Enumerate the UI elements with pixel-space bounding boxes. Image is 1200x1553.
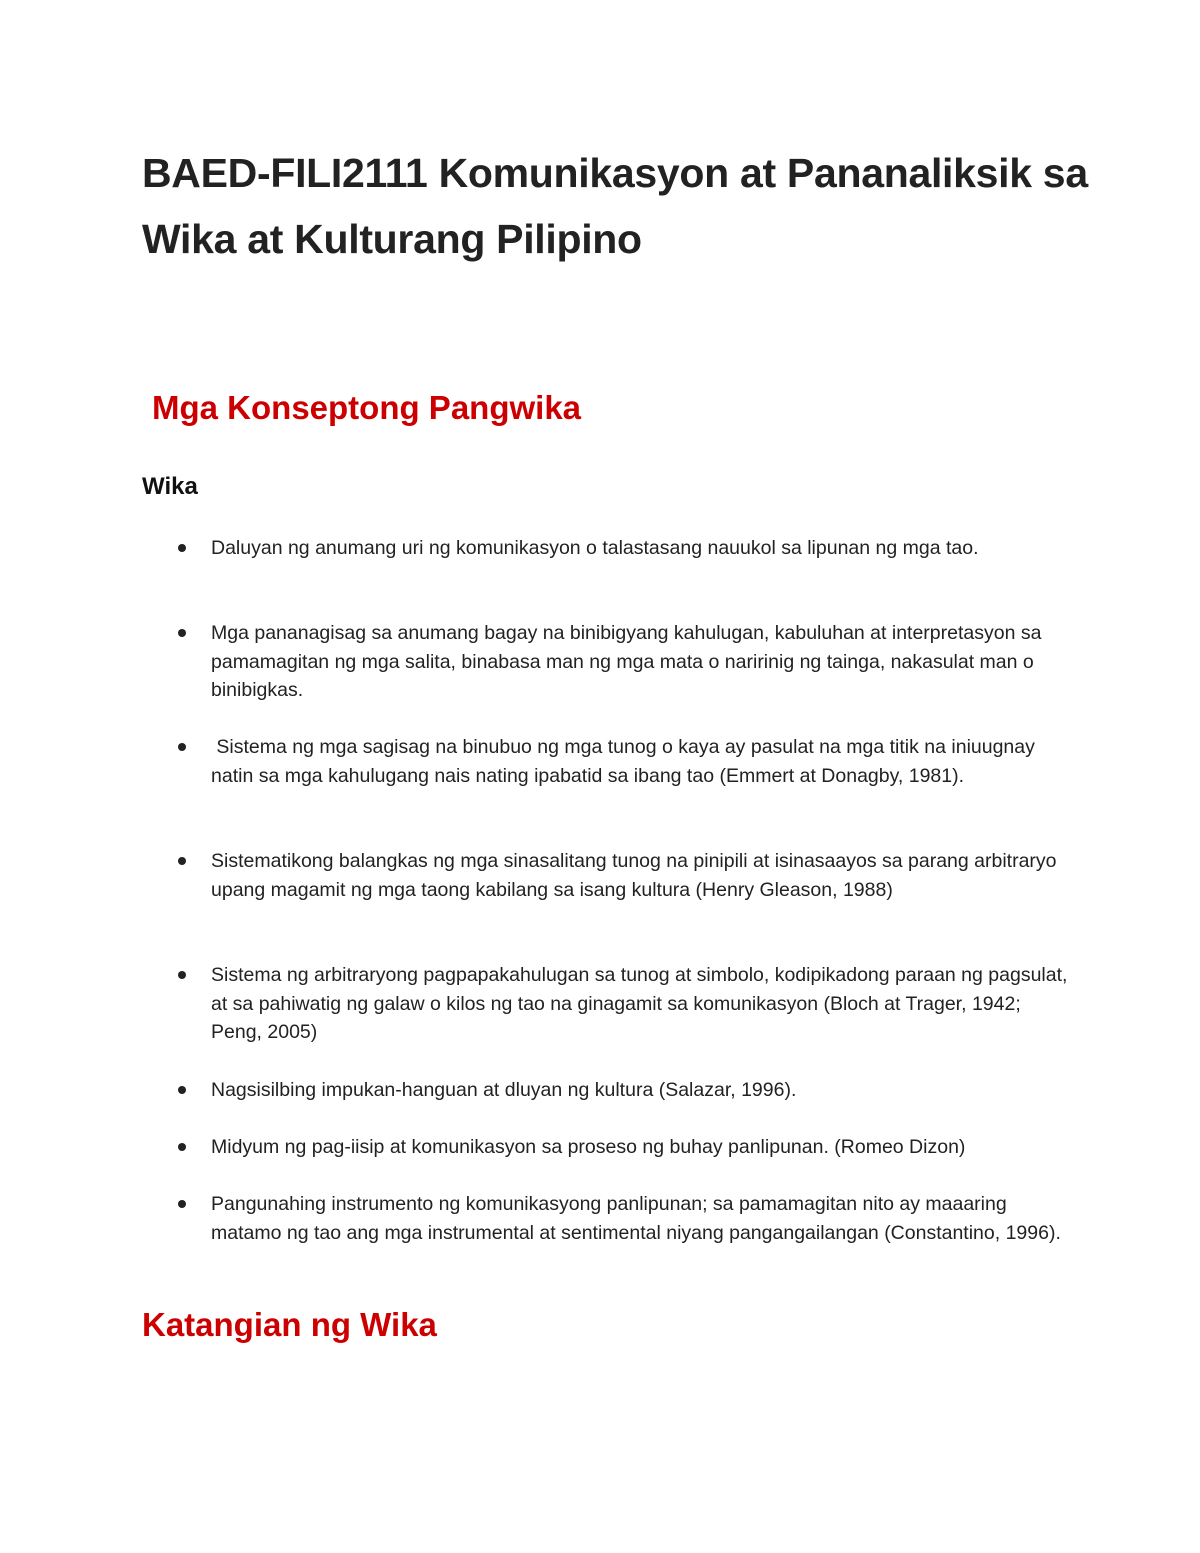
subheading-wika: Wika <box>142 473 198 500</box>
list-item <box>211 961 1071 1047</box>
list-item <box>211 847 1071 904</box>
list-item-text: Pangunahing instrumento ng komunikasyong panlipunan; sa pamamagitan nito ay maaaring matamo ng tao ang mga instrumental at sentimental niyang pangangailangan (Constantino, 1996). <box>211 1193 1061 1244</box>
list-item <box>211 534 1071 563</box>
list-item-text: Daluyan ng anumang uri ng komunikasyon o talastasang nauukol sa lipunan ng mga tao. <box>211 537 979 559</box>
list-item <box>211 1190 1071 1247</box>
bullet-icon <box>178 857 186 865</box>
list-item-text: Midyum ng pag-iisip at komunikasyon sa proseso ng buhay panlipunan. (Romeo Dizon) <box>211 1136 966 1158</box>
document-title: BAED-FILI2111 Komunikasyon at Pananaliksik sa Wika at Kulturang Pilipino <box>142 150 1088 262</box>
list-item <box>211 733 1071 790</box>
bullet-icon <box>178 629 186 637</box>
list-item-text: Mga pananagisag sa anumang bagay na binibigyang kahulugan, kabuluhan at interpretasyon sa pamamagitan ng mga salita, binabasa man ng mga mata o naririnig ng tainga, nakasulat man o binibigkas. <box>211 622 1042 701</box>
section-heading-katangian-ng-wika: Katangian ng Wika <box>142 1306 437 1343</box>
list-item-text: Sistema ng arbitraryong pagpapakahulugan sa tunog at simbolo, kodipikadong paraan ng pagsulat, at sa pahiwatig ng galaw o kilos ng tao na ginagamit sa komunikasyon (Bloch at Trager, 1942; Peng, 2005) <box>211 964 1068 1043</box>
list-item-text: Sistematikong balangkas ng mga sinasalitang tunog na pinipili at isinasaayos sa parang arbitraryo upang magamit ng mga taong kabilang sa isang kultura (Henry Gleason, 1988) <box>211 850 1057 901</box>
section-heading-konseptong-pangwika: Mga Konseptong Pangwika <box>152 389 582 426</box>
bullet-icon <box>178 743 186 751</box>
bullet-icon <box>178 1143 186 1151</box>
bullet-icon <box>178 1086 186 1094</box>
list-item <box>211 619 1071 705</box>
bullet-icon <box>178 971 186 979</box>
bullet-icon <box>178 544 186 552</box>
list-item <box>211 1133 1071 1162</box>
bullet-icon <box>178 1200 186 1208</box>
list-item-text: Nagsisilbing impukan-hanguan at dluyan ng kultura (Salazar, 1996). <box>211 1079 797 1101</box>
list-item-text: Sistema ng mga sagisag na binubuo ng mga tunog o kaya ay pasulat na mga titik na iniuugnay natin sa mga kahulugang nais nating ipabatid sa ibang tao (Emmert at Donagby, 1981). <box>211 736 1041 787</box>
list-item <box>211 1076 1071 1105</box>
